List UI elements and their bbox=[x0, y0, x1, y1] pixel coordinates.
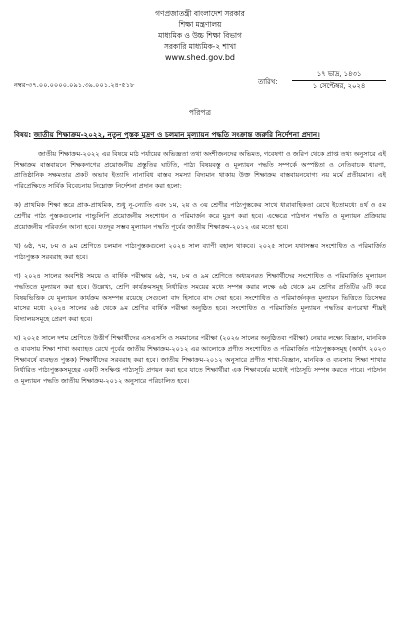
reference-row bbox=[14, 67, 386, 97]
division-name: মাধ্যমিক ও উচ্চ শিক্ষা বিভাগ bbox=[158, 31, 242, 40]
intro-paragraph: জাতীয় শিক্ষাক্রম-২০২২ এর বিষয়ে মাঠ পর্যায়ের অভিজ্ঞতা তথা অংশীজনদের অভিমত, গবেষণা ও জরিপ থেকে প্রাপ্ত তথ্য অনুসারে এই শিক্ষাক্রম বাস্তবায়নে শিক্ষকগণের প্রয়োজনীয় প্রস্তুতির ঘাটতি, পাঠ্য বিষয়বস্তু ও মূল্যায়ন পদ্ধতি সম্পর্কে অস্পষ্টতা ও নেতিবাচক ধারণা, প্রাতিষ্ঠানিক সক্ষমতার প্রকট অভাব ইত্যাদি নানাবিধ বাস্তব সমস্যা বিদ্যমান থাকায় উক্ত শিক্ষাক্রম বাস্তবায়নযোগ্য নয় মর্মে প্রতীয়মান। এই পরিপ্রেক্ষিতে সার্বিক বিবেচনায় নিম্নোক্ত নির্দেশনা প্রদান করা হলো: bbox=[14, 150, 386, 190]
subject-label: বিষয়: bbox=[14, 130, 32, 139]
ministry-name: শিক্ষা মন্ত্রণালয় bbox=[178, 20, 222, 29]
date-bangla: ১৭ ভাদ্র, ১৪৩১ bbox=[316, 70, 362, 78]
website-link[interactable]: www.shed.gov.bd bbox=[164, 53, 235, 62]
government-name: গণপ্রজাতন্ত্রী বাংলাদেশ সরকার bbox=[155, 9, 245, 18]
letterhead bbox=[14, 0, 386, 63]
document-title: পরিপত্র bbox=[188, 108, 212, 117]
directive-gha: ঘ) ২০২৫ সালে দশম শ্রেণিতে উত্তীর্ণ শিক্ষার্থীদের এসএসসি ও সমমানের পরীক্ষা (২০২৬ সালের অনুষ্ঠিতব্য পরীক্ষা) নেয়ার লক্ষ্যে বিজ্ঞান, মানবিক ও ব্যবসায় শিক্ষা শাখা অব্যাহত রেখে পূর্বের জাতীয় শিক্ষাক্রম-২০১২ এর আলোকে প্রণীত সংশোধিত ও পরিমার্জিত পাঠ্যপুস্তকসমূহ (অর্থাৎ ২০২৩ শিক্ষাবর্ষে ব্যবহৃত পুস্তক) শিক্ষার্থীদের সরবরাহ করা হবে। জাতীয় শিক্ষাক্রম-২০১২ অনুসারে প্রণীত শাখা-বিজ্ঞান, মানবিক ও ব্যবসায় শিক্ষা শাখার নির্ধারিত পাঠ্যপুস্তকসমূহের একটি সংক্ষিপ্ত পাঠ্যসূচি প্রণয়ন করা হবে যাতে শিক্ষার্থীরা এক শিক্ষাবর্ষের মধ্যেই পাঠ্যসূচি সম্পন্ন করতে পারে। পাঠদান ও মূল্যায়ন পদ্ধতি জাতীয় শিক্ষাক্রম-২০১২ অনুসারে পরিচালিত হবে। bbox=[14, 334, 386, 385]
subject-line bbox=[14, 129, 386, 140]
subject-text: জাতীয় শিক্ষাক্রম-২০২২, নতুন পুস্তক মুদ্রণ ও চলমান মূল্যায়ন পদ্ধতি সংক্রান্ত জরুরি নির্দেশনা প্রদান। bbox=[33, 130, 320, 139]
memo-number: নম্বর-৩৭.০০.০০০০.০৯১.৩৯.০০১.২৪-৫১৮ bbox=[14, 81, 135, 89]
date-block bbox=[258, 69, 386, 92]
directive-kha: খ) ৬ষ্ঠ, ৭ম, ৮ম ও ৯ম শ্রেণিতে চলমান পাঠ্যপুস্তকগুলো ২০২৪ সাল ব্যাপী বহাল থাকবে। ২০২৫ সালে যথাসম্ভব সংশোধিত ও পরিমার্জিত পাঠ্যপুস্তক সরবরাহ করা হবে। bbox=[14, 242, 386, 261]
directive-ka: ক) প্রাথমিক শিক্ষা স্তরে প্রাক-প্রাথমিক, শুধু নূ-ন্যোতি এবং ১ম, ২য় ও ৩য় শ্রেণীর পাঠ্যপুস্তকের সাথে ধারাবাহিকতা রেখে ইতোমধ্যে ৪র্থ ও ৫ম শ্রেণীর পাঠ্য পুস্তকগুলোর পান্ডুলিপি প্রয়োজনীয় সংশোধন ও পরিমার্জন করে মুদ্রণ করা হবে। এক্ষেত্রে পাঠদান পদ্ধতি ও মূল্যায়ন প্রক্রিয়ায় প্রয়োজনীয় পরিবর্তন আনা হবে। যতদূর সম্ভব মূল্যায়ন পদ্ধতি পূর্বের জাতীয় শিক্ষাক্রম-২০১২ এর মতো হবে। bbox=[14, 201, 386, 231]
date-label: তারিখ: bbox=[258, 78, 278, 86]
directive-ga: গ) ২০২৪ সালের অবশিষ্ট সময়ে ও বার্ষিক পরীক্ষায় ৬ষ্ঠ, ৭ম, ৮ম ও ৯ম শ্রেণিতে অধ্যয়নরত শিক্ষার্থীদের সংশোধিত ও পরিমার্জিত মূল্যায়ন পদ্ধতিতে মূল্যায়ন করা হবে। উল্লেখ্য, শ্রেণি কার্যক্রমসমূহ নির্ধারিত সময়ের মধ্যে সম্পন্ন করার লক্ষে ৬ষ্ঠ থেকে ৯ম শ্রেণির প্রতিটির ৬টি করে বিষয়ভিত্তিক যে মূল্যায়ন কার্যক্রম অসম্পন্ন রয়েছে সেগুলো বাদ হিসাবে বাদ দেয়া হবে। সংশোধিত ও পরিমার্জনকৃত মূল্যায়ন ভিত্তিতে ডিসেম্বর মাসের মধ্যে ২০২৪ সালের ৬ষ্ঠ থেকে ৯ম শ্রেণির বার্ষিক পরীক্ষা অনুষ্ঠিত হবে। সংশোধিত ও পরিমার্জিত মূল্যায়ন পদ্ধতির রূপরেখা শীঘ্রই বিদ্যালয়সমূহে প্রেরণ করা হবে। bbox=[14, 272, 386, 323]
date-english: ১ সেপ্টেম্বর, ২০২৪ bbox=[312, 82, 366, 90]
branch-name: সরকারি মাধ্যমিক-২ শাখা bbox=[163, 42, 237, 51]
